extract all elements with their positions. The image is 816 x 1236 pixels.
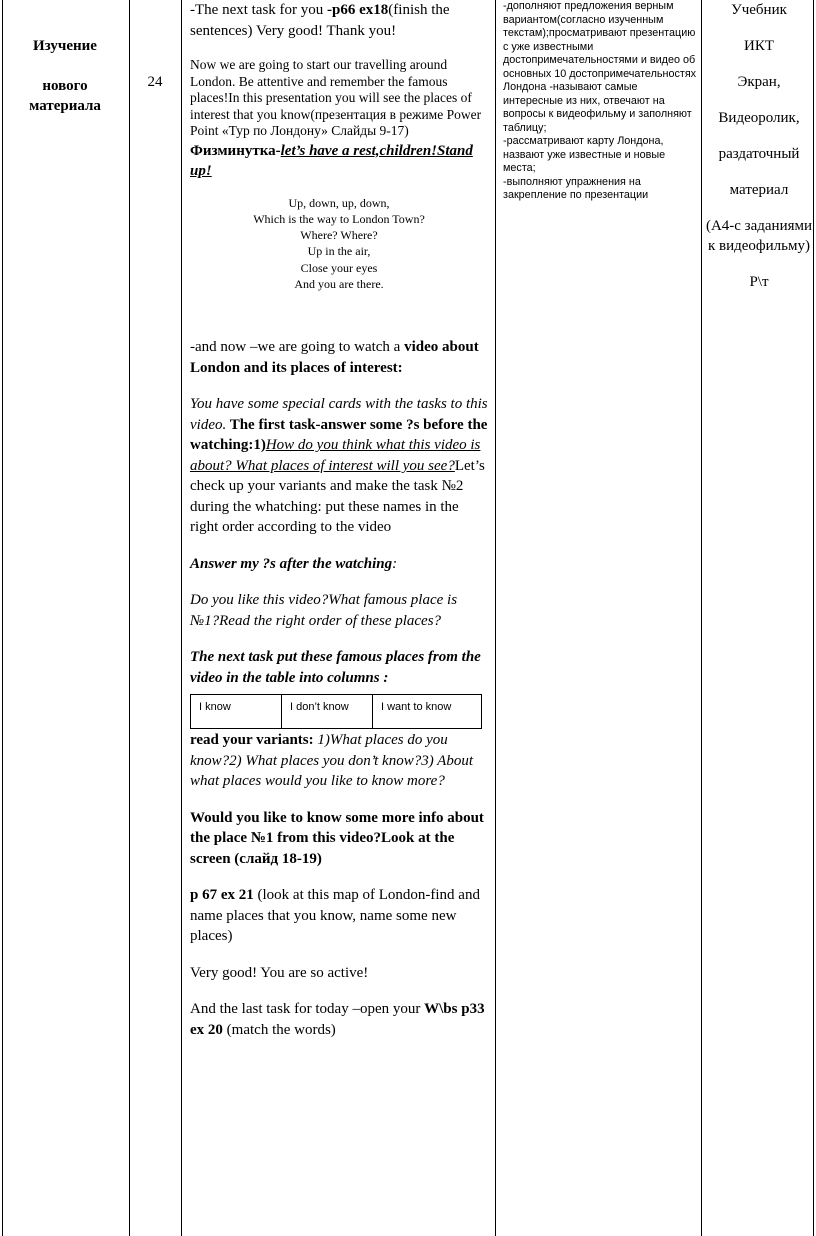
poem-line: Up, down, up, down, <box>288 195 390 210</box>
read-variants: read your variants: 1)What places do you know?2) What places you don’t know?3) About what places would you like to know more? <box>190 732 474 790</box>
student-activity-2: -рассматривают карту Лондона, назвают уже известные и новые места; <box>503 135 666 174</box>
stage-line3: материала <box>29 98 101 114</box>
table-header-know: I know <box>191 695 282 729</box>
teacher-activity-cell <box>190 0 488 1040</box>
student-activity-3: -выполняют упражнения на закрепление по презентации <box>503 175 649 201</box>
answer-after-watching: Answer my ?s after the watching: <box>190 555 398 572</box>
video-intro: -and now –we are going to watch a video about London and its places of interest: <box>190 339 479 376</box>
stage-line2: нового <box>42 78 88 94</box>
minutes-cell: 24 <box>147 74 163 90</box>
poem-line: Up in the air, <box>307 244 371 259</box>
presentation-paragraph: Now we are going to start our travelling around London. Be attentive and remember the famous places!In this presentation you will see the places of interest that you know(презентация в режиме Power Point «Тур по Лондону» Слайды 9-17) <box>190 57 482 138</box>
resource-ict: ИКТ <box>744 38 774 54</box>
resource-video: Видеоролик, <box>718 110 800 126</box>
table-border-left <box>2 0 3 1236</box>
stage-line1: Изучение <box>33 38 97 54</box>
poem-line: Which is the way to London Town? <box>253 211 425 226</box>
stage-cell <box>0 0 130 116</box>
fizminutka: Физминутка-let’s have a rest,children!Stand up! <box>190 142 473 179</box>
poem-line: Close your eyes <box>300 260 378 275</box>
know-table <box>190 694 482 729</box>
table-header-want-to-know: I want to know <box>373 695 482 729</box>
more-info: Would you like to know some more info about the place №1 from this video?Look at the screen (слайд 18-19) <box>190 809 484 867</box>
table-header-dont-know: I don’t know <box>282 695 373 729</box>
last-task: And the last task for today –open your W\bs p33 ex 20 (match the words) <box>190 1001 485 1038</box>
student-activity-1: -дополняют предложения верным вариантом(согласно изученным текстам);просматривают презентацию с уже известными достопримечательностями и видео об основных 10 достопримечательностях Лондона -называют самые интересные из них, отвечают на вопросы к видеофильму и заполняют таблицу; <box>503 0 697 134</box>
like-video-questions: Do you like this video?What famous place is №1?Read the right order of these places? <box>190 592 458 629</box>
task-p66: -The next task for you -p66 ex18(finish the sentences) Very good! Thank you! <box>190 2 450 39</box>
resource-a4-cards: (А4-с заданиями к видеофильму) <box>705 218 813 254</box>
table-border <box>181 0 182 1236</box>
resources-cell <box>702 0 816 292</box>
poem-line: Where? Where? <box>300 228 378 243</box>
table-border <box>129 0 130 1236</box>
table-row <box>191 695 482 729</box>
special-cards: You have some special cards with the tasks to this video. The first task-answer some ?s before the watching:1)How do you think what this video is about? What places of interest will you see?Let’s check up your variants and make the task №2 during the whatching: put these names in the right order according to the video <box>190 396 488 536</box>
resource-material: материал <box>729 182 789 198</box>
student-activity-cell <box>503 0 699 203</box>
poem <box>190 195 488 293</box>
resource-textbook: Учебник <box>731 2 787 18</box>
resource-handout: раздаточный <box>718 146 800 162</box>
poem-line: And you are there. <box>294 276 384 291</box>
resource-screen: Экран, <box>737 74 781 90</box>
next-task: The next task put these famous places from the video in the table into columns : <box>190 649 481 686</box>
table-border <box>495 0 496 1236</box>
task-p67: p 67 ex 21 (look at this map of London-find and name places that you know, name some new places) <box>190 887 480 945</box>
praise: Very good! You are so active! <box>190 964 369 981</box>
resource-workbook: Р\т <box>749 274 769 290</box>
